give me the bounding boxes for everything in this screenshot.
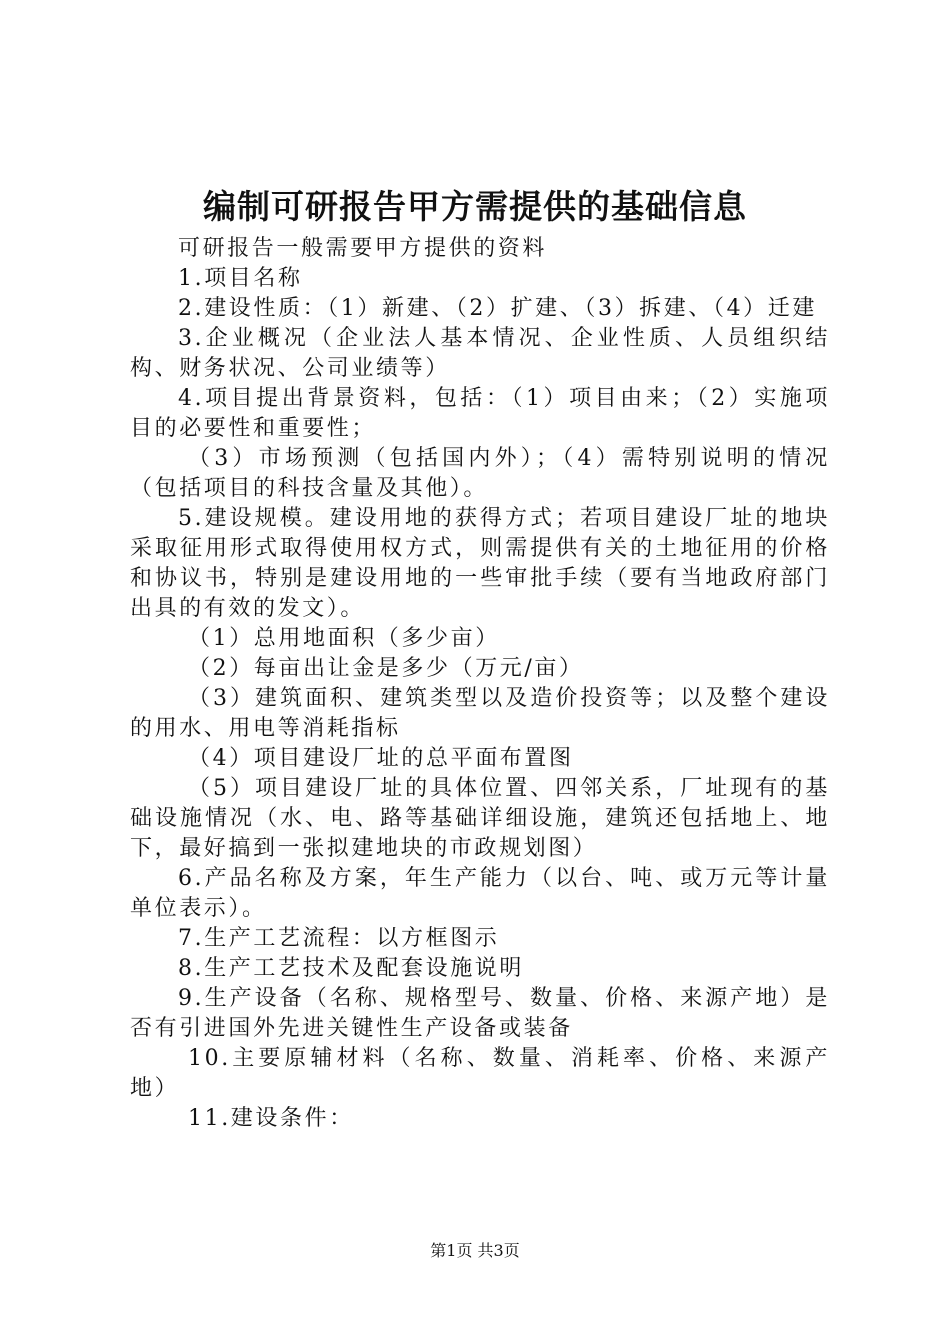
paragraph-item-11: 11.建设条件： — [188, 1106, 354, 1131]
paragraph-item-4: 4.项目提出背景资料，包括：（1）项目由来；（2）实施项目的必要性和重要性； — [130, 386, 830, 441]
paragraph-item-10: 10.主要原辅材料（名称、数量、消耗率、价格、来源产地） — [130, 1046, 830, 1101]
paragraph-item-3: 3.企业概况（企业法人基本情况、企业性质、人员组织结构、财务状况、公司业绩等） — [130, 326, 830, 381]
paragraph-item-2: 2.建设性质：（1）新建、（2）扩建、（3）拆建、（4）迁建 — [178, 296, 817, 321]
paragraph-item-6: 6.产品名称及方案，年生产能力（以台、吨、或万元等计量单位表示）。 — [130, 866, 830, 921]
paragraph-item-1: 1.项目名称 — [178, 266, 303, 291]
paragraph-item-5-2: （2）每亩出让金是多少（万元/亩） — [188, 656, 584, 681]
paragraph-item-5-1: （1）总用地面积（多少亩） — [188, 626, 500, 651]
document-body — [130, 234, 830, 1134]
paragraph-intro: 可研报告一般需要甲方提供的资料 — [178, 236, 548, 261]
paragraph-item-4-sub: （3）市场预测（包括国内外）；（4）需特别说明的情况（包括项目的科技含量及其他）。 — [130, 446, 830, 501]
page-footer: 第1页 共3页 — [430, 1241, 520, 1260]
paragraph-item-8: 8.生产工艺技术及配套设施说明 — [178, 956, 524, 981]
paragraph-item-7: 7.生产工艺流程：以方框图示 — [178, 926, 500, 951]
document-title: 编制可研报告甲方需提供的基础信息 — [203, 187, 747, 226]
paragraph-item-5: 5.建设规模。建设用地的获得方式；若项目建设厂址的地块采取征用形式取得使用权方式，则需提供有关的土地征用的价格和协议书，特别是建设用地的一些审批手续（要有当地政府部门出具的有效的发文）。 — [130, 506, 830, 621]
paragraph-item-5-5: （5）项目建设厂址的具体位置、四邻关系，厂址现有的基础设施情况（水、电、路等基础详细设施，建筑还包括地上、地下，最好搞到一张拟建地块的市政规划图） — [130, 776, 830, 861]
paragraph-item-9: 9.生产设备（名称、规格型号、数量、价格、来源产地）是否有引进国外先进关键性生产设备或装备 — [130, 986, 830, 1041]
paragraph-item-5-4: （4）项目建设厂址的总平面布置图 — [188, 746, 574, 771]
paragraph-item-5-3: （3）建筑面积、建筑类型以及造价投资等；以及整个建设的用水、用电等消耗指标 — [130, 686, 830, 741]
